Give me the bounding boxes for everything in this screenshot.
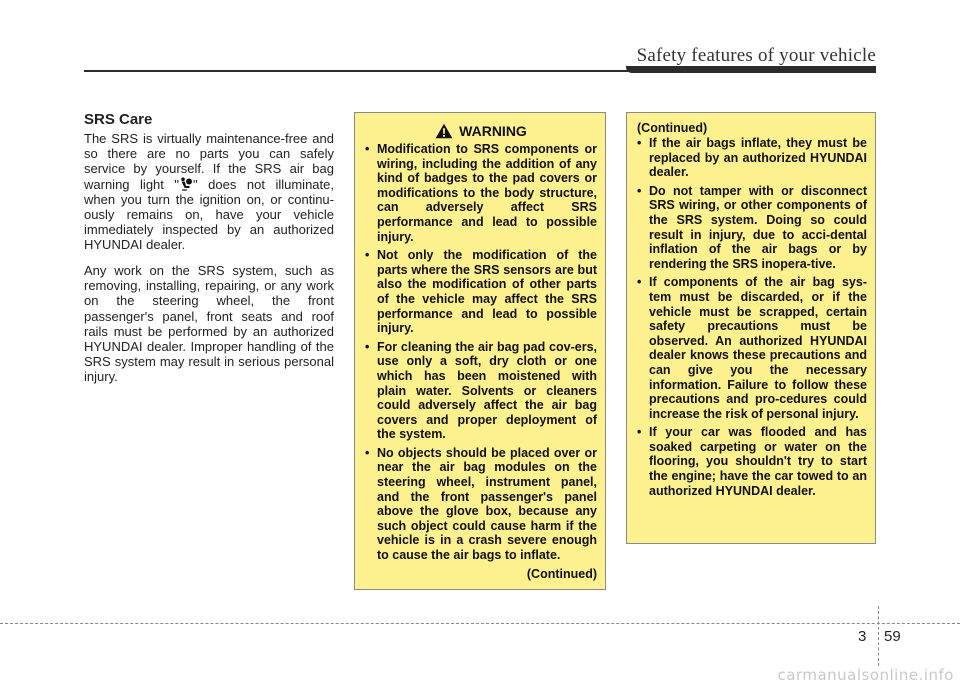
watermark: carmanualsonline.info [777,666,954,684]
continued-item: • If your car was flooded and has soaked carpeting or water on the flooring, you shouldn't try to start the engine; have the car towed to an authorized HYUNDAI dealer. [637,425,867,498]
warning-heading [365,123,597,139]
running-header: Safety features of your vehicle [636,45,876,66]
warning-triangle-icon [435,123,453,139]
airbag-warning-light-icon [179,177,193,191]
paragraph-maintenance-end: " does not illuminate, when you turn the ignition on, or continu-ously remains on, have your vehicle immediately inspected by an authorized HYUNDAI dealer. [84,176,334,253]
continued-label: (Continued) [526,566,597,581]
continued-list [637,136,867,498]
warning-item: • No objects should be placed over or near the air bag modules on the steering wheel, instrument panel, and the front passenger's panel above the glove box, because any such object could cause harm if the vehicle is in a crash severe enough to cause the air bags to inflate. [365,446,597,563]
page-number-divider [878,606,879,666]
continued-item: • Do not tamper with or disconnect SRS wiring, or other components of the SRS system. Doing so could result in injury, due to acci-dental inflation of the air bags or by rendering the SRS inopera-tive. [637,184,867,272]
warning-item: • Not only the modification of the parts where the SRS sensors are but also the modification of other parts of the vehicle may affect the SRS performance and lead to possible injury. [365,248,597,336]
section-title: SRS Care [84,111,153,128]
continued-item: • If components of the air bag sys-tem must be discarded, or if the vehicle must be scrapped, certain safety precautions must be observed. An authorized HYUNDAI dealer knows these precautions and can give you the necessary information. Failure to follow these precautions and pro-cedures could increase the risk of personal injury. [637,275,867,421]
paragraph-maintenance [84,131,334,253]
continued-item: • If the air bags inflate, they must be replaced by an authorized HYUNDAI dealer. [637,136,867,180]
paragraph-service: Any work on the SRS system, such as removing, installing, repairing, or any work on the steering wheel, the front passenger's panel, front seats and roof rails must be performed by an authorized HYUNDAI dealer. Improper handling of the SRS system may result in serious personal injury. [84,263,334,385]
warning-box [354,112,606,590]
warning-item: • For cleaning the air bag pad cov-ers, use only a soft, dry cloth or one which has been moistened with plain water. Solvents or cleaners could adversely affect the air bag covers and proper deployment of the system. [365,340,597,442]
warning-heading-text: WARNING [459,123,527,139]
warning-item: • Modification to SRS components or wiring, including the addition of any kind of badges to the pad covers or modifications to the body structure, can adversely affect SRS performance and lead to possible injury. [365,142,597,244]
warning-list [365,142,597,563]
chapter-number: 3 [858,628,867,645]
continued-warning-box [626,112,876,544]
page-number: 59 [884,628,901,645]
header-rule-accent [626,66,876,73]
footer-rule [0,623,960,624]
paragraph-maintenance-start: The SRS is virtually maintenance-free and so there are no parts you can safely service by yourself. If the SRS air bag warning light " [84,131,334,192]
continued-heading: (Continued) [637,121,708,135]
